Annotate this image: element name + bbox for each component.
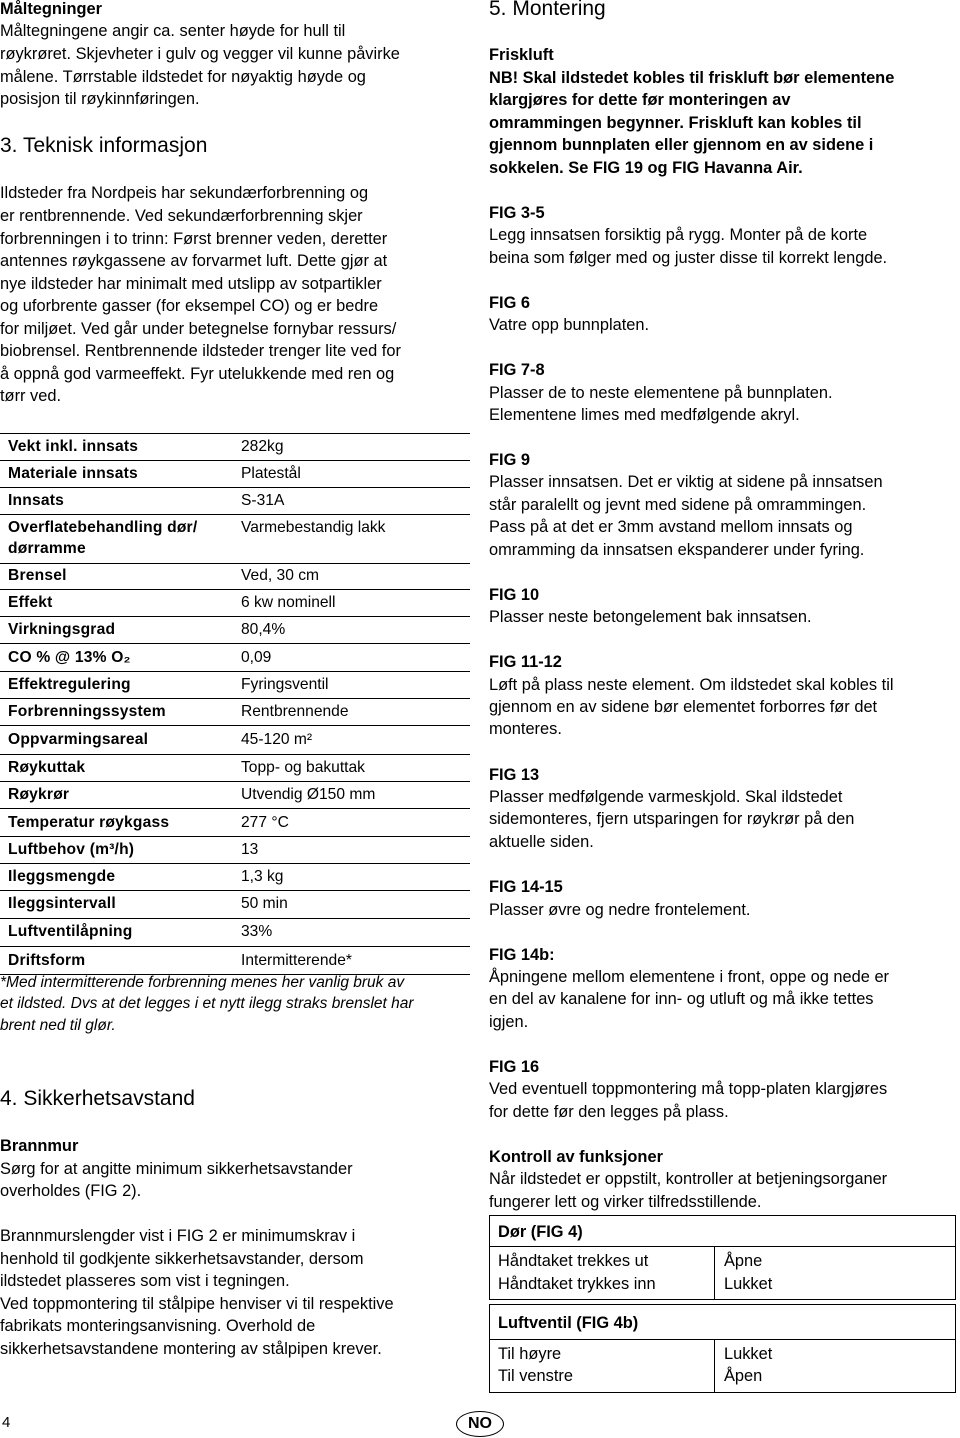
fig-line: gjennom en av sidene bør elementet forborres før det <box>489 698 878 716</box>
spec-value: 277 °C <box>241 814 289 831</box>
spec-value: 45-120 m² <box>241 731 313 748</box>
door-table-divider <box>714 1246 715 1299</box>
maal-line: målene. Tørrstable ildstedet for nøyaktig høyde og <box>0 68 366 86</box>
spec-row <box>0 867 470 891</box>
fig-title: FIG 6 <box>489 294 530 312</box>
footnote-line: brent ned til glør. <box>0 1017 116 1034</box>
spec-rule <box>0 643 470 644</box>
spec-row <box>0 813 470 837</box>
brannmur-line: overholdes (FIG 2). <box>0 1182 142 1200</box>
fig-line: Pass på at det er 3mm avstand mellom innsats og <box>489 518 853 536</box>
spec-row <box>0 648 470 672</box>
fig-line: en del av kanalene for inn- og utluft og må ikke tettes <box>489 990 874 1008</box>
fig-title: FIG 3-5 <box>489 204 545 222</box>
fig-title: FIG 10 <box>489 586 540 604</box>
fig-title: FIG 14b: <box>489 946 555 964</box>
fig-line: Plasser øvre og nedre frontelement. <box>489 901 751 919</box>
maal-line: røykrøret. Skjevheter i gulv og vegger vil kunne påvirke <box>0 45 400 63</box>
vent-table-header: Luftventil (FIG 4b) <box>498 1314 639 1332</box>
fig-line: Elementene limes med medfølgende akryl. <box>489 406 800 424</box>
language-badge: NO <box>456 1411 504 1437</box>
fig-line: omramming da innsatsen ekspanderer under fyring. <box>489 541 865 559</box>
spec-value: Rentbrennende <box>241 703 349 720</box>
fig-line: sidemonteres, fjern utsparingen for røykrør på den <box>489 810 855 828</box>
fig-line: Åpningene mellom elementene i front, oppe og nede er <box>489 968 890 986</box>
spec-rule <box>0 514 470 515</box>
fig-title: FIG 11-12 <box>489 653 562 671</box>
spec-row <box>0 894 470 918</box>
fig-title: FIG 13 <box>489 766 540 784</box>
spec-key: Effekt <box>8 594 53 611</box>
spec-value: Intermitterende* <box>241 952 352 969</box>
spec-key: Brensel <box>8 567 67 584</box>
door-table-header: Dør (FIG 4) <box>498 1223 583 1241</box>
brannmur2-line: Ved toppmontering til stålpipe henviser vi til respektive <box>0 1295 394 1313</box>
spec-value: Varmebestandig lakk <box>241 519 386 536</box>
spec-key: Luftbehov (m³/h) <box>8 841 135 858</box>
spec-row <box>0 758 470 782</box>
section3-line: tørr ved. <box>0 387 62 405</box>
spec-value: 50 min <box>241 895 288 912</box>
fig-line: Plasser neste betongelement bak innsatsen. <box>489 608 812 626</box>
spec-key: Innsats <box>8 492 64 509</box>
spec-key: Driftsform <box>8 952 86 969</box>
spec-rule <box>0 918 470 919</box>
brannmur2-line: fabrikats monteringsanvisning. Overhold de <box>0 1317 316 1335</box>
spec-rule <box>0 808 470 809</box>
spec-value: 1,3 kg <box>241 868 284 885</box>
spec-value: Platestål <box>241 465 301 482</box>
brannmur2-line: henhold til godkjente sikkerhetsavstander, dersom <box>0 1250 364 1268</box>
fig-title: FIG 14-15 <box>489 878 563 896</box>
spec-value: Utvendig Ø150 mm <box>241 786 376 803</box>
spec-row <box>0 675 470 699</box>
fig-line: beina som følger med og juster disse til korrekt lengde. <box>489 249 888 267</box>
door-action: Håndtaket trykkes inn <box>498 1275 656 1293</box>
friskluft-line: NB! Skal ildstedet kobles til friskluft bør elementene <box>489 69 895 87</box>
spec-key: Virkningsgrad <box>8 621 116 638</box>
spec-key: Røykuttak <box>8 759 86 776</box>
vent-table-divider <box>714 1339 715 1392</box>
fig-title: FIG 9 <box>489 451 530 469</box>
spec-rule <box>0 487 470 488</box>
kontroll-line: fungerer lett og virker tilfredsstillende. <box>489 1193 762 1211</box>
friskluft-line: gjennom bunnplaten eller gjennom en av sidene i <box>489 136 874 154</box>
spec-rule <box>0 946 470 947</box>
spec-row <box>0 922 470 946</box>
spec-key-cont: dørramme <box>8 540 86 557</box>
spec-value: 13 <box>241 841 259 858</box>
spec-key: Forbrenningssystem <box>8 703 166 720</box>
spec-value: 80,4% <box>241 621 286 638</box>
spec-key: Vekt inkl. innsats <box>8 438 139 455</box>
door-action: Håndtaket trekkes ut <box>498 1252 649 1270</box>
fig-line: for dette før den legges på plass. <box>489 1103 729 1121</box>
kontroll-title: Kontroll av funksjoner <box>489 1148 663 1166</box>
kontroll-line: Når ildstedet er oppstilt, kontroller at betjeningsorganer <box>489 1170 888 1188</box>
spec-value: 33% <box>241 923 273 940</box>
spec-value: 6 kw nominell <box>241 594 336 611</box>
fig-line: monteres. <box>489 720 562 738</box>
spec-rule <box>0 725 470 726</box>
door-result: Lukket <box>724 1275 773 1293</box>
spec-row <box>0 437 470 461</box>
section3-line: og uforbrente gasser (for eksempel CO) og er bedre <box>0 297 379 315</box>
section3-line: antennes røykgassene av forvarmet luft. Dette gjør at <box>0 252 388 270</box>
fig-line: Vatre opp bunnplaten. <box>489 316 650 334</box>
door-result: Åpne <box>724 1252 763 1270</box>
section3-line: biobrensel. Rentbrennende ildsteder trenger lite ved for <box>0 342 401 360</box>
spec-row <box>0 730 470 754</box>
spec-rule <box>0 836 470 837</box>
section3-line: forbrenningen i to trinn: Først brenner veden, deretter <box>0 230 388 248</box>
spec-key: Oppvarmingsareal <box>8 731 149 748</box>
section3-line: nye ildsteder har minimalt med utslipp av sotpartikler <box>0 275 382 293</box>
fig-title: FIG 7-8 <box>489 361 545 379</box>
brannmur-title: Brannmur <box>0 1137 79 1155</box>
spec-key: Overflatebehandling dør/ <box>8 519 198 536</box>
footnote-line: et ildsted. Dvs at det legges i et nytt ilegg straks brenslet har <box>0 995 414 1012</box>
spec-row <box>0 464 470 488</box>
spec-value: Ved, 30 cm <box>241 567 320 584</box>
spec-row <box>0 518 470 562</box>
spec-row <box>0 566 470 590</box>
spec-rule <box>0 863 470 864</box>
spec-key: Luftventilåpning <box>8 923 133 940</box>
maal-line: Måltegningene angir ca. senter høyde for hull til <box>0 22 346 40</box>
fig-line: Plasser de to neste elementene på bunnplaten. <box>489 384 833 402</box>
brannmur2-line: sikkerhetsavstandene montering av stålpipen krever. <box>0 1340 382 1358</box>
spec-table-top-rule <box>0 433 470 434</box>
maal-line: posisjon til røykinnføringen. <box>0 90 200 108</box>
spec-key: Effektregulering <box>8 676 131 693</box>
spec-key: Røykrør <box>8 786 70 803</box>
spec-key: Materiale innsats <box>8 465 138 482</box>
friskluft-line: klargjøres for dette før monteringen av <box>489 91 791 109</box>
brannmur2-line: Brannmurslengder vist i FIG 2 er minimumskrav i <box>0 1227 356 1245</box>
spec-rule <box>0 460 470 461</box>
spec-value: Fyringsventil <box>241 676 329 693</box>
fig-line: Løft på plass neste element. Om ildstedet skal kobles til <box>489 676 894 694</box>
vent-result: Åpen <box>724 1367 763 1385</box>
spec-row <box>0 840 470 864</box>
spec-key: CO % @ 13% O₂ <box>8 649 131 666</box>
spec-rule <box>0 754 470 755</box>
fig-line: igjen. <box>489 1013 529 1031</box>
spec-value: S-31A <box>241 492 285 509</box>
section3-line: for miljøet. Ved går under betegnelse fornybar ressurs/ <box>0 320 397 338</box>
spec-row <box>0 593 470 617</box>
friskluft-line: sokkelen. Se FIG 19 og FIG Havanna Air. <box>489 159 803 177</box>
section5-title: 5. Montering <box>489 0 606 20</box>
section3-line: å oppnå god varmeeffekt. Fyr utelukkende med ren og <box>0 365 395 383</box>
spec-key: Ileggsmengde <box>8 868 116 885</box>
spec-rule <box>0 671 470 672</box>
fig-title: FIG 16 <box>489 1058 540 1076</box>
spec-key: Ileggsintervall <box>8 895 116 912</box>
fig-line: Legg innsatsen forsiktig på rygg. Monter på de korte <box>489 226 868 244</box>
fig-line: Plasser medfølgende varmeskjold. Skal ildstedet <box>489 788 843 806</box>
footnote-line: *Med intermitterende forbrenning menes her vanlig bruk av <box>0 974 405 991</box>
spec-row <box>0 620 470 644</box>
fig-line: Plasser innsatsen. Det er viktig at sidene på innsatsen <box>489 473 883 491</box>
friskluft-title: Friskluft <box>489 46 554 64</box>
spec-rule <box>0 563 470 564</box>
spec-rule <box>0 890 470 891</box>
spec-value: 0,09 <box>241 649 272 666</box>
fig-line: Ved eventuell toppmontering må topp-platen klargjøres <box>489 1080 888 1098</box>
spec-rule <box>0 616 470 617</box>
spec-rule <box>0 589 470 590</box>
spec-value: 282kg <box>241 438 284 455</box>
vent-action: Til venstre <box>498 1367 573 1385</box>
spec-value: Topp- og bakuttak <box>241 759 365 776</box>
fig-line: aktuelle siden. <box>489 833 594 851</box>
maal-title: Måltegninger <box>0 0 102 18</box>
section3-title: 3. Teknisk informasjon <box>0 134 208 157</box>
section4-title: 4. Sikkerhetsavstand <box>0 1087 195 1110</box>
section3-line: Ildsteder fra Nordpeis har sekundærforbrenning og <box>0 184 369 202</box>
brannmur2-line: ildstedet plasseres som vist i tegningen. <box>0 1272 290 1290</box>
spec-row <box>0 491 470 515</box>
vent-result: Lukket <box>724 1345 773 1363</box>
section3-line: er rentbrennende. Ved sekundærforbrenning skjer <box>0 207 363 225</box>
brannmur-line: Sørg for at angitte minimum sikkerhetsavstander <box>0 1160 353 1178</box>
spec-row <box>0 785 470 809</box>
page-number: 4 <box>2 1414 11 1431</box>
friskluft-line: omrammingen begynner. Friskluft kan kobles til <box>489 114 862 132</box>
vent-action: Til høyre <box>498 1345 562 1363</box>
spec-rule <box>0 698 470 699</box>
spec-rule <box>0 781 470 782</box>
fig-line: står paralellt og jevnt med sidene på omrammingen. <box>489 496 867 514</box>
spec-key: Temperatur røykgass <box>8 814 170 831</box>
spec-row <box>0 702 470 726</box>
